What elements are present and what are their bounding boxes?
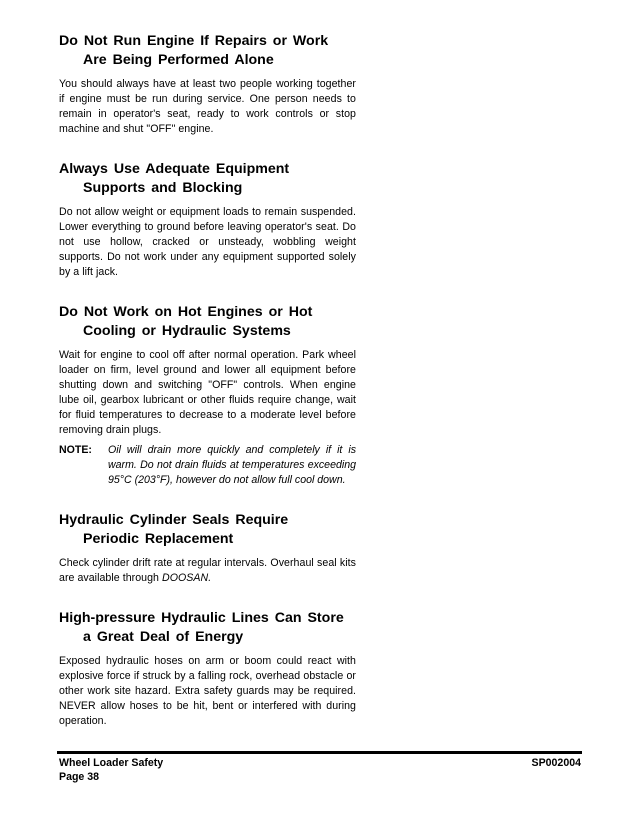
section-heading <box>59 609 356 647</box>
heading-line-2: Periodic Replacement <box>83 531 234 547</box>
section-cylinder-seals <box>59 511 356 586</box>
section-body: You should always have at least two people working together if engine must be run during service. One person needs to remain in operator's seat, ready to work controls or stop machine and shut "OFF" engine. <box>59 78 356 135</box>
heading-line-1: Always Use Adequate Equipment <box>59 161 290 177</box>
footer-divider <box>57 751 582 754</box>
section-body <box>59 556 356 586</box>
heading-line-2: Cooling or Hydraulic Systems <box>83 323 291 339</box>
heading-line-1: Do Not Work on Hot Engines or Hot <box>59 304 313 320</box>
footer-section-name: Wheel Loader Safety <box>59 757 164 769</box>
footer-left <box>59 757 163 784</box>
section-heading <box>59 303 356 341</box>
note-text: Oil will drain more quickly and completely if it is warm. Do not drain fluids at temperatures exceeding 95°C (203°F), however do not allow full cool down. <box>108 444 356 486</box>
section-body: Do not allow weight or equipment loads to remain suspended. Lower everything to ground before leaving operator's seat. Do not use hollow, cracked or unsteady, wobbling weight supports. Do not work under any equipment supported solely by a lift jack. <box>59 206 356 278</box>
note-block <box>59 443 356 488</box>
section-hot-engines <box>59 303 356 488</box>
section-heading <box>59 32 356 70</box>
footer-doc-code: SP002004 <box>531 757 581 769</box>
section-engine-repairs <box>59 32 356 137</box>
section-hydraulic-lines <box>59 609 356 729</box>
heading-line-1: Hydraulic Cylinder Seals Require <box>59 512 289 528</box>
heading-line-2: Are Being Performed Alone <box>83 52 274 68</box>
section-heading <box>59 511 356 549</box>
note-label: NOTE: <box>59 444 92 456</box>
heading-line-1: Do Not Run Engine If Repairs or Work <box>59 33 329 49</box>
footer-page-number: Page 38 <box>59 770 100 783</box>
heading-line-1: High-pressure Hydraulic Lines Can Store <box>59 610 344 626</box>
content-column <box>59 32 356 729</box>
brand-name: DOOSAN. <box>162 572 212 584</box>
heading-line-2: Supports and Blocking <box>83 180 243 196</box>
section-body: Exposed hydraulic hoses on arm or boom could react with explosive force if struck by a falling rock, overhead obstacle or other work site hazard. Extra safety guards may be required. NEVER allow hoses to be hit, bent or interfered with during operation. <box>59 655 356 727</box>
section-body: Wait for engine to cool off after normal operation. Park wheel loader on firm, level ground and lower all equipment before shutting down and switching "OFF" controls. When engine lube oil, gearbox lubricant or other fluids require change, wait for fluid temperatures to decrease to a moderate level before removing drain plugs. <box>59 349 356 436</box>
section-heading <box>59 160 356 198</box>
section-equipment-supports <box>59 160 356 280</box>
heading-line-2: a Great Deal of Energy <box>83 629 244 645</box>
body-text: Check cylinder drift rate at regular intervals. Overhaul seal kits are available through <box>59 557 356 584</box>
